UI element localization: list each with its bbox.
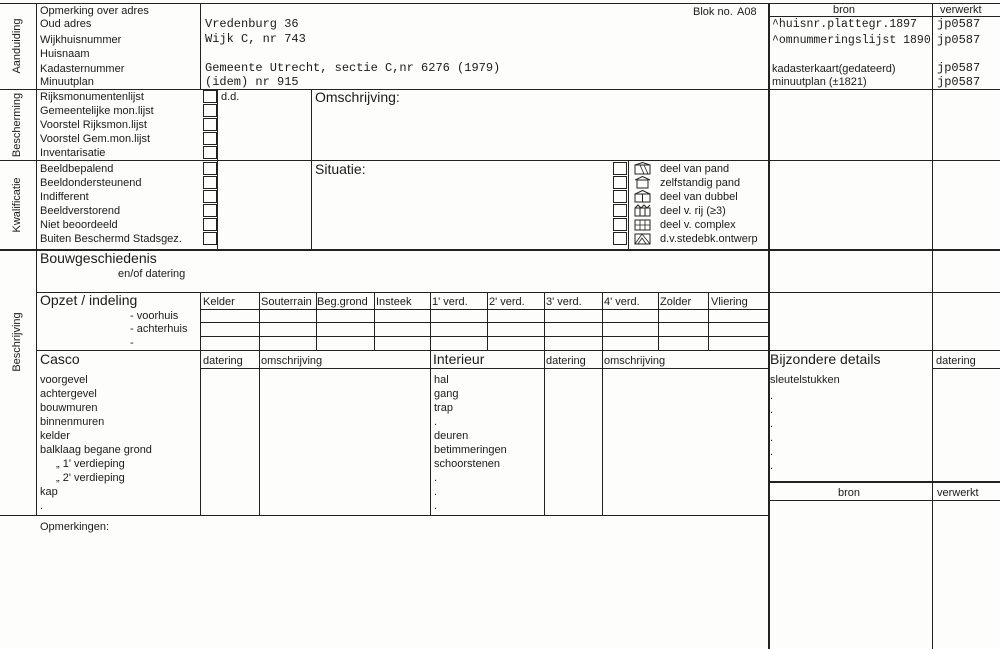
- checkbox-deel-van-dubbel[interactable]: [613, 190, 627, 203]
- opzet-row-empty: -: [130, 337, 134, 349]
- verwerkt-col-border-2: [932, 350, 933, 649]
- bron-entry-3[interactable]: kadasterkaart(gedateerd): [772, 63, 896, 75]
- opzet-line-2: [200, 322, 768, 323]
- interieur-item: betimmeringen: [434, 444, 507, 456]
- side-label-bescherming: Bescherming: [11, 92, 23, 158]
- bouwgeschiedenis-label: Bouwgeschiedenis: [40, 250, 157, 266]
- casco-item: binnenmuren: [40, 416, 105, 428]
- situatie-option: deel van pand: [660, 163, 730, 175]
- opzet-line-3: [200, 336, 768, 337]
- verwerkt-entry-4[interactable]: jp0587: [937, 75, 981, 89]
- verwerkt-entry-3[interactable]: jp0587: [937, 61, 981, 75]
- opzet-col-7: [602, 292, 603, 350]
- checkbox-beeldbepalend[interactable]: [203, 162, 217, 175]
- label-oud-adres: Oud adres: [40, 18, 92, 30]
- value-kadasternummer[interactable]: Gemeente Utrecht, sectie C,nr 6276 (1979): [205, 61, 501, 75]
- bijzondere-item: .: [770, 390, 774, 402]
- verwerkt-entry-2[interactable]: jp0587: [937, 33, 981, 47]
- opzet-col-insteek: Insteek: [376, 296, 412, 308]
- opzet-col-6: [544, 292, 545, 350]
- opzet-col-3: [374, 292, 375, 350]
- kwalificatie-item: Beeldbepalend: [40, 163, 114, 175]
- bron2-header-line: [768, 500, 1000, 501]
- kwalificatie-item: Buiten Beschermd Stadsgez.: [40, 233, 182, 245]
- situatie-icon-border: [628, 160, 629, 249]
- side-label-border: [36, 3, 37, 515]
- value-wijkhuisnummer[interactable]: Wijk C, nr 743: [205, 32, 306, 46]
- interieur-item: .: [434, 416, 438, 428]
- divider-aanduiding: [0, 89, 1000, 90]
- interieur-col-omschrijving: [602, 350, 603, 515]
- bijzondere-item: .: [770, 460, 774, 472]
- casco-item: kap: [40, 486, 58, 498]
- verwerkt-col-border: [932, 3, 933, 350]
- interieur-item: gang: [434, 388, 459, 400]
- interieur-item: trap: [434, 402, 453, 414]
- deel-van-pand-icon: [634, 162, 651, 175]
- interieur-item: .: [434, 486, 438, 498]
- opzet-col-vliering: Vliering: [711, 296, 748, 308]
- value-minuutplan[interactable]: (idem) nr 915: [205, 75, 299, 89]
- bijzondere-item: sleutelstukken: [770, 374, 840, 386]
- opzet-col-4-verd: 4' verd.: [604, 296, 640, 308]
- label-minuutplan: Minuutplan: [40, 76, 94, 88]
- side-label-beschrijving: Beschrijving: [11, 312, 23, 372]
- datering-sub-label: en/of datering: [118, 268, 186, 280]
- bescherming-item: Rijksmonumentenlijst: [40, 91, 144, 103]
- checkbox-deel-v-rij[interactable]: [613, 204, 627, 217]
- verwerkt-header: verwerkt: [940, 4, 982, 16]
- divider-casco: [0, 515, 768, 516]
- deel-v-rij-icon: [634, 204, 651, 217]
- casco-item: .: [40, 500, 44, 512]
- bijzondere-item: .: [770, 432, 774, 444]
- opzet-col-beg-grond: Beg.grond: [317, 296, 368, 308]
- label-huisnaam: Huisnaam: [40, 48, 90, 60]
- checkbox-voorstel-rijksmon[interactable]: [203, 118, 217, 131]
- value-border: [200, 3, 201, 90]
- interieur-col-datering: [544, 350, 545, 515]
- interieur-item: schoorstenen: [434, 458, 501, 470]
- bron-entry-1[interactable]: ^huisnr.plattegr.1897: [772, 18, 917, 31]
- bron-entry-2[interactable]: ^omnummeringslijst 1890: [772, 34, 931, 47]
- casco-item: „ 2' verdieping: [56, 472, 125, 484]
- checkbox-voorstel-gem[interactable]: [203, 132, 217, 145]
- opzet-label: Opzet / indeling: [40, 292, 138, 308]
- omschrijving-label: Omschrijving:: [315, 89, 400, 105]
- bron-header: bron: [833, 4, 856, 16]
- checkbox-buiten-beschermd[interactable]: [203, 232, 217, 245]
- label-kadasternummer: Kadasternummer: [40, 63, 125, 75]
- deel-van-dubbel-icon: [634, 190, 651, 203]
- kwalificatie-item: Beeldondersteunend: [40, 177, 142, 189]
- interieur-col-border: [430, 350, 431, 515]
- opmerkingen-label: Opmerkingen:: [40, 521, 110, 533]
- kwalificatie-item: Beeldverstorend: [40, 205, 121, 217]
- interieur-item: .: [434, 472, 438, 484]
- opzet-line-1: [200, 309, 768, 310]
- situatie-option: deel v. complex: [660, 219, 736, 231]
- bijzondere-item: .: [770, 446, 774, 458]
- situatie-option: d.v.stedebk.ontwerp: [660, 233, 758, 245]
- bijzondere-datering-header: datering: [936, 355, 976, 367]
- bescherming-item: Voorstel Rijksmon.lijst: [40, 119, 147, 131]
- bijzondere-item: .: [770, 418, 774, 430]
- casco-col-omschrijving: [259, 350, 260, 515]
- bron2-header: bron: [838, 487, 861, 499]
- opzet-row-voorhuis: - voorhuis: [130, 310, 179, 322]
- casco-item: kelder: [40, 430, 70, 442]
- side-label-kwalificatie: Kwalificatie: [11, 177, 23, 233]
- opzet-col-4: [430, 292, 431, 350]
- label-opmerking-adres: Opmerking over adres: [40, 5, 149, 17]
- interieur-item: deuren: [434, 430, 469, 442]
- casco-col-datering: [200, 350, 201, 515]
- bron-col-border: [768, 3, 770, 649]
- interieur-datering-header: datering: [546, 355, 586, 367]
- bijzondere-label: Bijzondere details: [770, 351, 881, 367]
- opzet-col-zolder: Zolder: [660, 296, 692, 308]
- divider-bouwgeschiedenis: [36, 292, 1000, 293]
- casco-item: „ 1' verdieping: [56, 458, 125, 470]
- side-label-aanduiding: Aanduiding: [11, 18, 23, 74]
- interieur-item: .: [434, 500, 438, 512]
- deel-v-complex-icon: [634, 218, 651, 231]
- opzet-col-0: [200, 292, 201, 350]
- bron-entry-4[interactable]: minuutplan (±1821): [772, 76, 867, 88]
- checkbox-beeldondersteunend[interactable]: [203, 176, 217, 189]
- opzet-col-9: [708, 292, 709, 350]
- checkbox-indifferent[interactable]: [203, 190, 217, 203]
- checkbox-gemeentelijke-mon[interactable]: [203, 104, 217, 117]
- divider-bijzondere: [768, 481, 1000, 483]
- situatie-option: zelfstandig pand: [660, 177, 741, 189]
- dd-label: d.d.: [221, 91, 240, 103]
- checkbox-rijksmonumentenlijst[interactable]: [203, 90, 217, 103]
- verwerkt-entry-1[interactable]: jp0587: [937, 17, 981, 31]
- casco-item: voorgevel: [40, 374, 88, 386]
- bijz-header-line: [932, 368, 1000, 369]
- situatie-option: deel v. rij (≥3): [660, 205, 726, 217]
- checkbox-niet-beoordeeld[interactable]: [203, 218, 217, 231]
- omschrijving-border: [311, 89, 312, 249]
- casco-label: Casco: [40, 351, 80, 367]
- bescherming-item: Voorstel Gem.mon.lijst: [40, 133, 151, 145]
- opzet-col-3-verd: 3' verd.: [546, 296, 582, 308]
- checkbox-zelfstandig-pand[interactable]: [613, 176, 627, 189]
- interieur-item: hal: [434, 374, 449, 386]
- casco-datering-header: datering: [203, 355, 243, 367]
- blok-label: Blok no.: [693, 6, 733, 18]
- checkbox-beeldverstorend[interactable]: [203, 204, 217, 217]
- interieur-label: Interieur: [433, 351, 485, 367]
- value-oud-adres[interactable]: Vredenburg 36: [205, 17, 299, 31]
- verwerkt2-header: verwerkt: [937, 487, 979, 499]
- checkbox-col-border: [217, 89, 218, 249]
- casco-item: achtergevel: [40, 388, 97, 400]
- opzet-col-souterrain: Souterrain: [261, 296, 312, 308]
- opzet-col-1: [259, 292, 260, 350]
- label-wijkhuisnummer: Wijkhuisnummer: [40, 34, 122, 46]
- checkbox-inventarisatie[interactable]: [203, 146, 217, 159]
- checkbox-deel-v-complex[interactable]: [613, 218, 627, 231]
- opzet-col-2-verd: 2' verd.: [489, 296, 525, 308]
- kwalificatie-item: Niet beoordeeld: [40, 219, 118, 231]
- casco-item: bouwmuren: [40, 402, 98, 414]
- opzet-col-kelder: Kelder: [203, 296, 235, 308]
- opzet-col-1-verd: 1' verd.: [432, 296, 468, 308]
- casco-header-line: [200, 368, 768, 369]
- interieur-omschrijving-header: omschrijving: [604, 355, 666, 367]
- opzet-col-5: [487, 292, 488, 350]
- situatie-label: Situatie:: [315, 161, 366, 177]
- casco-omschrijving-header: omschrijving: [261, 355, 323, 367]
- opzet-row-achterhuis: - achterhuis: [130, 323, 188, 335]
- bijzondere-item: .: [770, 404, 774, 416]
- opzet-col-8: [658, 292, 659, 350]
- bescherming-item: Gemeentelijke mon.lijst: [40, 105, 154, 117]
- stedebk-ontwerp-icon: [634, 232, 651, 245]
- kwalificatie-item: Indifferent: [40, 191, 89, 203]
- divider-bescherming: [0, 160, 1000, 161]
- blok-value[interactable]: A08: [737, 6, 757, 18]
- bescherming-item: Inventarisatie: [40, 147, 106, 159]
- checkbox-stedebk-ontwerp[interactable]: [613, 232, 627, 245]
- situatie-option: deel van dubbel: [660, 191, 738, 203]
- casco-item: balklaag begane grond: [40, 444, 152, 456]
- checkbox-deel-van-pand[interactable]: [613, 162, 627, 175]
- zelfstandig-pand-icon: [634, 176, 651, 189]
